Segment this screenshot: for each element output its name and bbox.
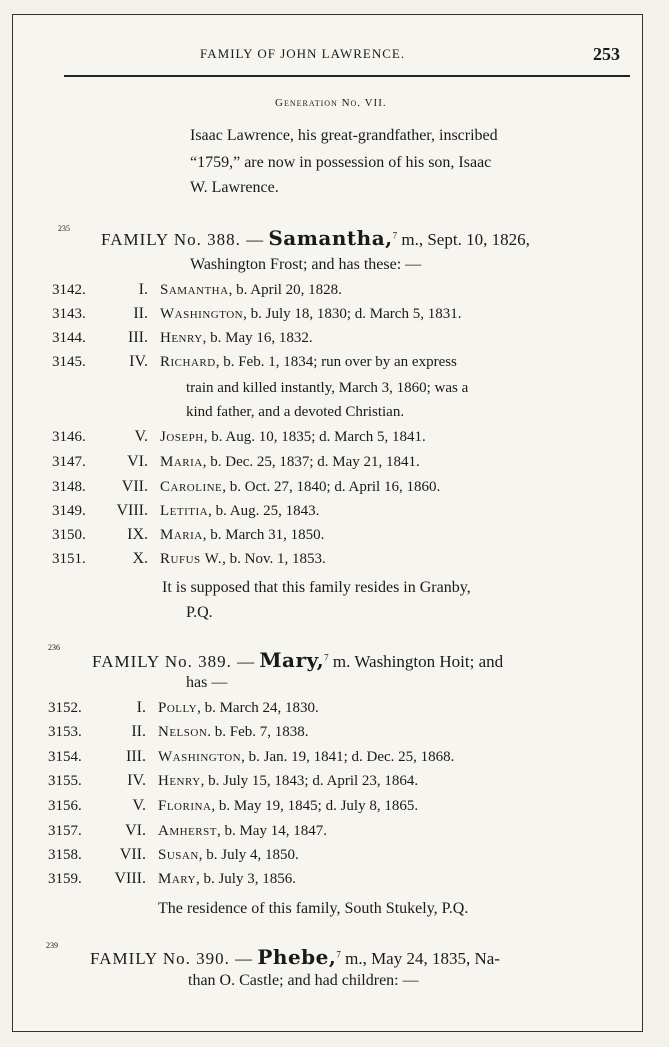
child-text [160, 330, 313, 347]
family-heading [92, 648, 503, 672]
family-margin-number: 236 [48, 643, 60, 652]
child-number: 3152. [48, 700, 82, 716]
family-heading [101, 226, 530, 250]
generation-superscript: 7 [392, 230, 398, 241]
child-name: Henry [158, 773, 201, 789]
child-name: Polly [158, 700, 198, 716]
child-name: Richard [160, 354, 216, 370]
child-roman: V. [134, 428, 148, 445]
child-text [160, 282, 342, 299]
running-head: FAMILY OF JOHN LAWRENCE. [200, 46, 406, 61]
child-detail: , b. July 3, 1856. [195, 871, 296, 887]
child-roman: VI. [125, 822, 146, 839]
child-text [160, 527, 324, 544]
child-roman: I. [136, 699, 146, 716]
child-number: 3151. [52, 551, 86, 567]
child-text [158, 798, 418, 815]
child-detail: , b. May 19, 1845; d. July 8, 1865. [211, 798, 419, 814]
child-text [158, 823, 327, 840]
child-text [158, 847, 299, 864]
child-number: 3154. [48, 749, 82, 765]
child-roman: VIII. [116, 502, 148, 519]
generation-superscript: 7 [324, 652, 329, 663]
child-number: 3142. [52, 282, 86, 298]
family-label: FAMILY No. 388. — [101, 230, 265, 249]
child-name: Caroline [160, 479, 223, 495]
family-note: P.Q. [186, 604, 213, 621]
child-text [158, 773, 418, 790]
child-roman: V. [132, 797, 146, 814]
child-number: 3153. [48, 724, 82, 740]
child-detail: , b. March 31, 1850. [202, 527, 325, 543]
child-name: Henry [160, 330, 203, 346]
intro-line: Isaac Lawrence, his great-grandfather, inscribed [190, 127, 498, 144]
child-detail-continued: kind father, and a devoted Christian. [186, 404, 405, 420]
intro-line: “1759,” are now in possession of his son, Isaac [190, 154, 492, 171]
child-text [160, 454, 420, 471]
child-roman: III. [126, 748, 146, 765]
child-roman: IX. [127, 526, 148, 543]
family-heading-rest: m. Washington Hoit; and [328, 652, 504, 671]
child-number: 3150. [52, 527, 86, 543]
child-number: 3147. [52, 454, 86, 470]
child-detail: , b. Aug. 10, 1835; d. March 5, 1841. [203, 429, 426, 445]
child-name: Florina [158, 798, 212, 814]
child-number: 3155. [48, 773, 82, 789]
child-number: 3156. [48, 798, 82, 814]
family-note: The residence of this family, South Stukely, P.Q. [158, 900, 469, 917]
child-number: 3157. [48, 823, 82, 839]
child-detail: , b. July 4, 1850. [198, 847, 299, 863]
family-heading-rest: m., Sept. 10, 1826, [397, 230, 530, 249]
generation-superscript: 7 [336, 949, 341, 960]
child-name: Rufus W. [160, 551, 223, 567]
child-text [160, 551, 326, 568]
child-detail: , b. Nov. 1, 1853. [222, 551, 326, 567]
child-detail: , b. Aug. 25, 1843. [208, 503, 320, 519]
child-number: 3146. [52, 429, 86, 445]
family-heading-continued: than O. Castle; and had children: — [188, 972, 419, 989]
child-detail: , b. Jan. 19, 1841; d. Dec. 25, 1868. [241, 749, 455, 765]
child-number: 3148. [52, 479, 86, 495]
child-name: Susan [158, 847, 199, 863]
child-roman: II. [133, 305, 148, 322]
family-heading-continued: has — [186, 674, 228, 691]
child-detail: , b. July 18, 1830; d. March 5, 1831. [243, 306, 462, 322]
child-name: Samantha [160, 282, 229, 298]
child-text [160, 429, 426, 446]
child-number: 3149. [52, 503, 86, 519]
child-name: Joseph [160, 429, 204, 445]
family-name: Mary, [259, 648, 325, 672]
child-number: 3158. [48, 847, 82, 863]
child-name: Letitia [160, 503, 209, 519]
family-label: FAMILY No. 389. — [92, 652, 256, 671]
child-roman: VIII. [114, 870, 146, 887]
child-name: Maria [160, 454, 203, 470]
page-number: 253 [593, 44, 620, 64]
child-detail: , b. May 16, 1832. [202, 330, 313, 346]
child-detail: , b. April 20, 1828. [228, 282, 342, 298]
child-number: 3144. [52, 330, 86, 346]
family-name: Phebe, [257, 945, 337, 969]
child-text [160, 503, 319, 520]
child-text [160, 306, 461, 323]
child-roman: X. [132, 550, 148, 567]
child-name: Washington [158, 749, 242, 765]
child-number: 3143. [52, 306, 86, 322]
child-roman: IV. [127, 772, 146, 789]
child-detail: , b. Feb. 1, 1834; run over by an express [215, 354, 457, 370]
header-rule [64, 75, 630, 77]
child-roman: IV. [129, 353, 148, 370]
child-text [158, 871, 296, 888]
child-detail: . b. Feb. 7, 1838. [207, 724, 309, 740]
child-detail-continued: train and killed instantly, March 3, 1860; was a [186, 380, 469, 396]
family-margin-number: 239 [46, 941, 58, 950]
family-heading-rest: m., May 24, 1835, Na- [340, 949, 500, 968]
family-margin-number: 235 [58, 224, 70, 233]
child-text [158, 700, 319, 717]
child-number: 3159. [48, 871, 82, 887]
child-text [160, 479, 440, 496]
child-name: Mary [158, 871, 196, 887]
child-detail: , b. Oct. 27, 1840; d. April 16, 1860. [222, 479, 441, 495]
child-name: Nelson [158, 724, 208, 740]
family-name: Samantha, [268, 226, 393, 250]
family-note: It is supposed that this family resides in Granby, [162, 579, 471, 596]
child-text [160, 354, 457, 371]
child-roman: I. [138, 281, 148, 298]
family-heading-continued: Washington Frost; and has these: — [190, 256, 422, 273]
child-roman: II. [131, 723, 146, 740]
child-name: Maria [160, 527, 203, 543]
generation-title: Generation No. VII. [275, 97, 387, 109]
child-detail: , b. July 15, 1843; d. April 23, 1864. [200, 773, 419, 789]
child-name: Amherst [158, 823, 217, 839]
child-name: Washington [160, 306, 244, 322]
intro-line: W. Lawrence. [190, 179, 279, 196]
child-roman: III. [128, 329, 148, 346]
child-roman: VII. [119, 846, 146, 863]
child-text [158, 724, 309, 741]
family-heading [90, 945, 500, 969]
child-number: 3145. [52, 354, 86, 370]
child-detail: , b. Dec. 25, 1837; d. May 21, 1841. [202, 454, 420, 470]
child-detail: , b. March 24, 1830. [197, 700, 319, 716]
child-roman: VI. [127, 453, 148, 470]
child-roman: VII. [121, 478, 148, 495]
child-text [158, 749, 454, 766]
family-label: FAMILY No. 390. — [90, 949, 254, 968]
child-detail: , b. May 14, 1847. [216, 823, 327, 839]
